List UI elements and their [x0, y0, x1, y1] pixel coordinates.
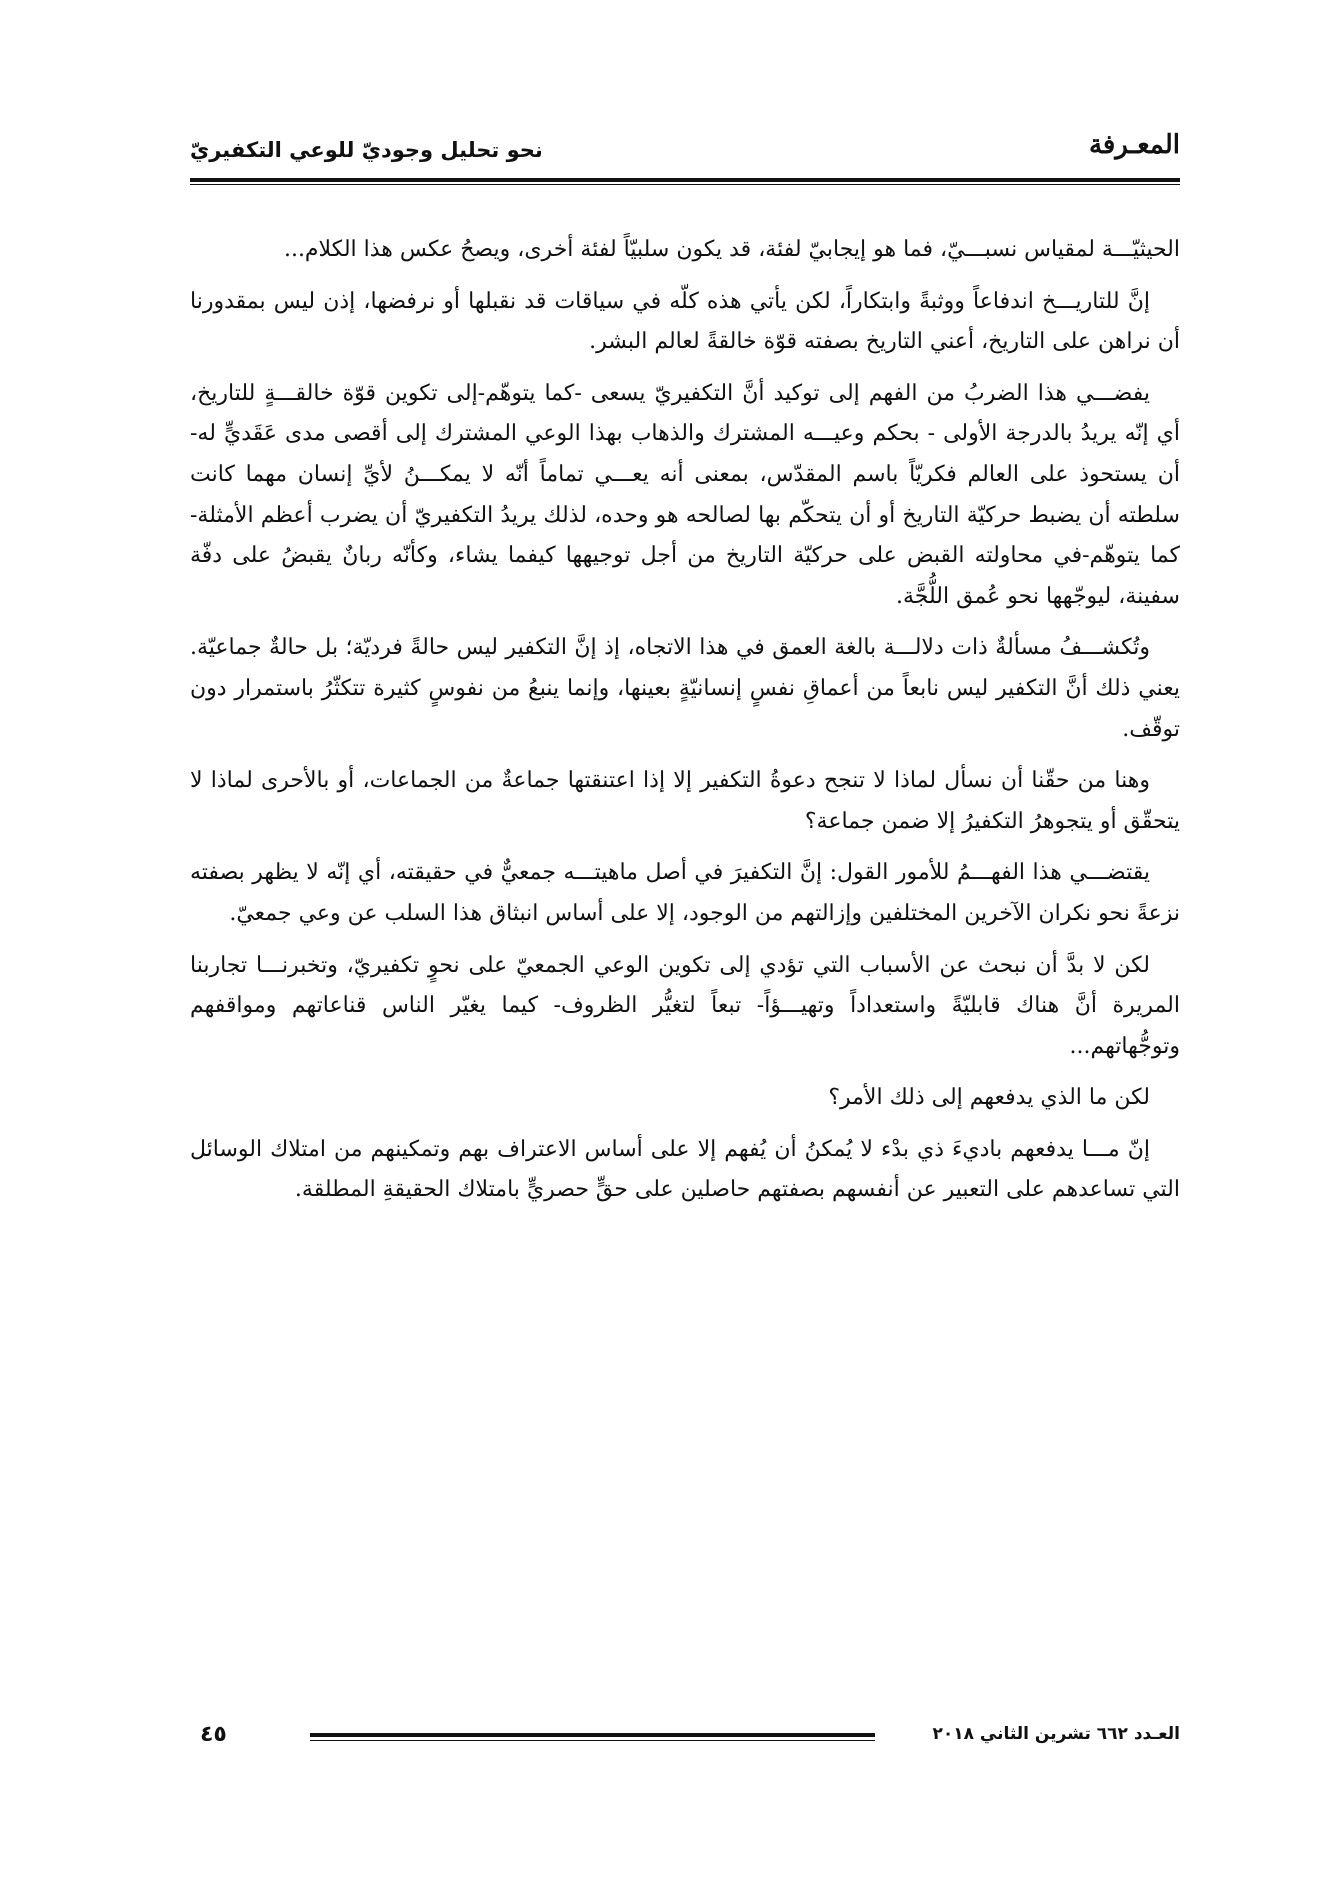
paragraph: يقتضـــي هذا الفهـــمُ للأمور القول: إنَّ التكفيرَ في أصل ماهيتـــه جمعيٌّ في حقيقته، أي إنّه لا يظهر بصفته نزعةً نحو نكران الآخرين المختلفين وإزالتهم من الوجود، إلا على أساس انبثاق هذا السلب عن وعي جمعيّ.: [190, 860, 1180, 926]
footer-rule: [310, 1733, 875, 1737]
paragraph: لكن ما الذي يدفعهم إلى ذلك الأمر؟: [828, 1085, 1150, 1111]
paragraph: إنَّ للتاريـــخ اندفاعاً ووثبةً وابتكاراً، لكن يأتي هذه كلّه في سياقات قد نقبلها أو نرفضها، إذن ليس بمقدورنا أن نراهن على التاريخ، أعني التاريخ بصفته قوّة خالقةً لعالم البشر.: [190, 288, 1180, 355]
page-header: [190, 120, 1180, 180]
header-rule: [190, 178, 1180, 182]
issue-info: العـدد ٦٦٢ تشرين الثاني ٢٠١٨: [932, 1724, 1180, 1744]
paragraph: لكن لا بدَّ أن نبحث عن الأسباب التي تؤدي إلى تكوين الوعي الجمعيّ على نحوٍ تكفيريّ، وتخبرنـــا تجاربنا المريرة أنَّ هناك قابليّةً واستعداداً وتهيـــؤاً- تبعاً لتغيُّر الظروف- كيما يغيّر الناس قناعاتهم ومواقفهم وتوجُّهاتهم...: [190, 952, 1180, 1059]
paragraph: وهنا من حقّنا أن نسأل لماذا لا تنجح دعوةُ التكفير إلا إذا اعتنقتها جماعةٌ من الجماعات، أو بالأحرى لماذا لا يتحقّق أو يتجوهرُ التكفيرُ إلا ضمن جماعة؟: [190, 768, 1180, 834]
paragraph: الحيثيّـــة لمقياس نسبـــيّ، فما هو إيجابيّ لفئة، قد يكون سلبيّاً لفئة أخرى، ويصحُ عكس هذا الكلام...: [283, 237, 1180, 262]
paragraph: يفضـــي هذا الضربُ من الفهم إلى توكيد أنَّ التكفيريّ يسعى -كما يتوهّم-إلى تكوين قوّة خالقـــةٍ للتاريخ، أي إنّه يريدُ بالدرجة الأولى - بحكم وعيـــه المشترك والذهاب بهذا الوعي المشترك إلى أقصى مدى عَقَديٍّ له- أن يستحوذ على العالم فكريّاً باسم المقدّس، بمعنى أنه يعـــي تماماً أنّه لا يمكـــنُ لأيِّ إنسان مهما كانت سلطته أن يضبط حركيّة التاريخ أو أن يتحكّم بها لصالحه هو وحده، لذلك يريدُ التكفيريّ أن يضرب أعظم الأمثلة-كما يتوهّم-في محاولته القبض على حركيّة التاريخ من أجل توجيهها كيفما يشاء، وكأنّه ربانٌ يقبضُ على دفّة سفينة، ليوجّهها نحو عُمق اللُّجَّة.: [190, 380, 1180, 609]
header-title: نحو تحليل وجوديّ للوعي التكفيريّ: [190, 138, 543, 162]
journal-logo: المعـرفة: [1088, 130, 1180, 160]
header-rule-thin: [190, 184, 1180, 185]
paragraph: إنّ مـــا يدفعهم باديءَ ذي بدْء لا يُمكنُ أن يُفهم إلا على أساس الاعتراف بهم وتمكينهم من امتلاك الوسائل التي تساعدهم على التعبير عن أنفسهم بصفتهم حاصلين على حقٍّ حصريٍّ بامتلاك الحقيقةِ المطلقة.: [190, 1136, 1180, 1203]
paragraph: وتُكشـــفُ مسألةٌ ذات دلالـــة بالغة العمق في هذا الاتجاه، إذ إنَّ التكفير ليس حالةً فرديّة؛ بل حالةٌ جماعيّة. يعني ذلك أنَّ التكفير ليس نابعاً من أعماقِ نفسٍ إنسانيّةٍ بعينها، وإنما ينبعُ من نفوسٍ كثيرة تتكثّرُ باستمرار دون توقّف.: [190, 635, 1180, 742]
article-body: [190, 230, 1180, 1222]
page-footer: [190, 1722, 1180, 1762]
footer-rule-thin: [310, 1740, 875, 1741]
page-number: ٤٥: [200, 1722, 227, 1747]
